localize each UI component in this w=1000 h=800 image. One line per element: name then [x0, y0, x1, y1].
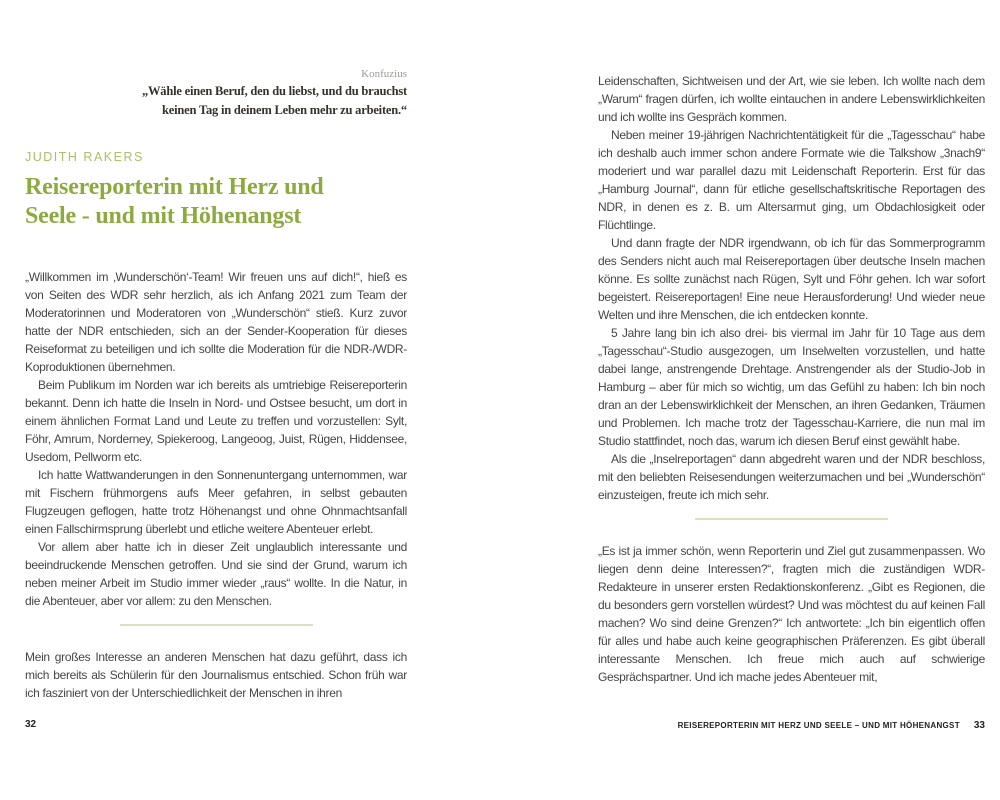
right-body-text [598, 72, 985, 686]
chapter-title [25, 173, 407, 231]
running-footer [678, 720, 985, 731]
chapter-title-line-2: Seele - und mit Höhenangst [25, 203, 302, 229]
epigraph [25, 66, 407, 120]
left-body-text [25, 268, 407, 702]
paragraph: Neben meiner 19-jährigen Nachrichtentätigkeit für die „Tagesschau“ habe ich deshalb auch immer schon andere Formate wie die Talkshow „3nach9“ moderiert und war parallel dazu mit Leidenschaft Reporterin. Erst für das „Hamburg Journal“, dann für etliche gesellschaftskritische Reportagen des NDR, in denen es z. B. um Altersarmut ging, um Obdachlosigkeit oder Flüchtlinge. [598, 128, 985, 232]
epigraph-attribution: Konfuzius [361, 68, 407, 80]
page-right [598, 66, 985, 686]
chapter-author: JUDITH RAKERS [25, 150, 144, 164]
paragraph: Vor allem aber hatte ich in dieser Zeit unglaublich interessante und beeindruckende Menschen getroffen. Und sie sind der Grund, warum ich neben meiner Arbeit im Studio immer wieder „raus“ wollte. In die Natur, in die Abenteuer, aber vor allem: zu den Menschen. [25, 540, 407, 608]
paragraph: Ich hatte Wattwanderungen in den Sonnenuntergang unternommen, war mit Fischern frühmorgens aufs Meer gefahren, in selbst gebauten Flugzeugen geflogen, hatte trotz Höhenangst und ohne Ohnmachtsanfall einen Fallschirmsprung überlebt und etliche weitere Abenteuer erlebt. [25, 468, 407, 536]
paragraph: Beim Publikum im Norden war ich bereits als umtriebige Reisereporterin bekannt. Denn ich hatte die Inseln in Nord- und Ostsee besucht, um dort in einem ähnlichen Format Land und Leute zu treffen und vorzustellen: Sylt, Föhr, Amrum, Norderney, Spiekeroog, Langeoog, Juist, Rügen, Hiddensee, Usedom, Pellworm etc. [25, 378, 407, 464]
running-head: REISEREPORTERIN MIT HERZ UND SEELE – UND MIT HÖHENANGST [677, 721, 960, 730]
paragraph: Mein großes Interesse an anderen Menschen hat dazu geführt, dass ich mich bereits als Schülerin für den Journalismus entschied. Schon früh war ich fasziniert von der Unterschiedlichkeit der Menschen in ihren [25, 650, 407, 700]
page-number-right: 33 [973, 720, 985, 731]
paragraph: 5 Jahre lang bin ich also drei- bis viermal im Jahr für 10 Tage aus dem „Tagesschau“-Studio ausgezogen, um Inselwelten vorzustellen, und hatte dabei lange, anstrengende Drehtage. Anstrengender als der Studio-Job in Hamburg – aber für mich so wichtig, um das Gefühl zu haben: Ich bin noch dran an der Lebenswirklichkeit der Menschen, an ihren Gedanken, Träumen und Problemen. Ich mache trotz der Tagesschau-Karriere, die nun mal im Studio stattfindet, noch das, warum ich diesen Beruf einst gewählt habe. [598, 326, 985, 448]
paragraph: Und dann fragte der NDR irgendwann, ob ich für das Sommerprogramm des Senders nicht auch mal Reisereportagen über deutsche Inseln machen könne. Es sollte zunächst nach Rügen, Sylt und Föhr gehen. Ich war sofort begeistert. Reisereportagen! Eine neue Herausforderung! Und wieder neue Welten und ihre Menschen, die ich entdecken konnte. [598, 236, 985, 322]
paragraph: Leidenschaften, Sichtweisen und der Art, wie sie leben. Ich wollte nach dem „Warum“ fragen dürfen, ich wollte eintauchen in andere Lebenswirklichkeiten und ich wollte ins Gespräch kommen. [598, 74, 985, 124]
epigraph-line-2: keinen Tag in deinem Leben mehr zu arbeiten.“ [162, 103, 407, 117]
epigraph-line-1: „Wähle einen Beruf, den du liebst, und du brauchst [141, 84, 407, 98]
paragraph: „Willkommen im ‚Wunderschön‘-Team! Wir freuen uns auf dich!“, hieß es von Seiten des WDR sehr herzlich, als ich Anfang 2021 zum Team der Moderatorinnen und Moderatoren von „Wunderschön“ stieß. Kurz zuvor hatte der NDR entschieden, sich an der Sender-Kooperation für dieses Reiseformat zu beteiligen und ich sollte die Moderation für die NDR-/WDR-Koproduktionen übernehmen. [25, 270, 407, 374]
paragraph: Als die „Inselreportagen“ dann abgedreht waren und der NDR beschloss, mit den beliebten Reisesendungen weiterzumachen und bei „Wunderschön“ einzusteigen, freute ich mich sehr. [598, 452, 985, 502]
section-divider [120, 624, 313, 626]
page-left [25, 66, 407, 702]
paragraph: „Es ist ja immer schön, wenn Reporterin und Ziel gut zusammenpassen. Wo liegen denn deine Interessen?“, fragten mich die zuständigen WDR-Redakteure in unserer ersten Redaktionskonferenz. „Gibt es Regionen, die du besonders gern vorstellen würdest? Und was möchtest du auf keinen Fall machen? Wo sind deine Grenzen?“ Ich antwortete: „Ich bin eigentlich offen für alles und habe auch keine geographischen Präferenzen. Es gibt überall interessante Menschen. Ich freue mich auch auf schwierige Gesprächspartner. Und ich mache jedes Abenteuer mit, [598, 544, 985, 684]
section-divider [695, 518, 888, 520]
chapter-title-line-1: Reisereporterin mit Herz und [25, 174, 324, 200]
page-number-left: 32 [25, 719, 37, 730]
